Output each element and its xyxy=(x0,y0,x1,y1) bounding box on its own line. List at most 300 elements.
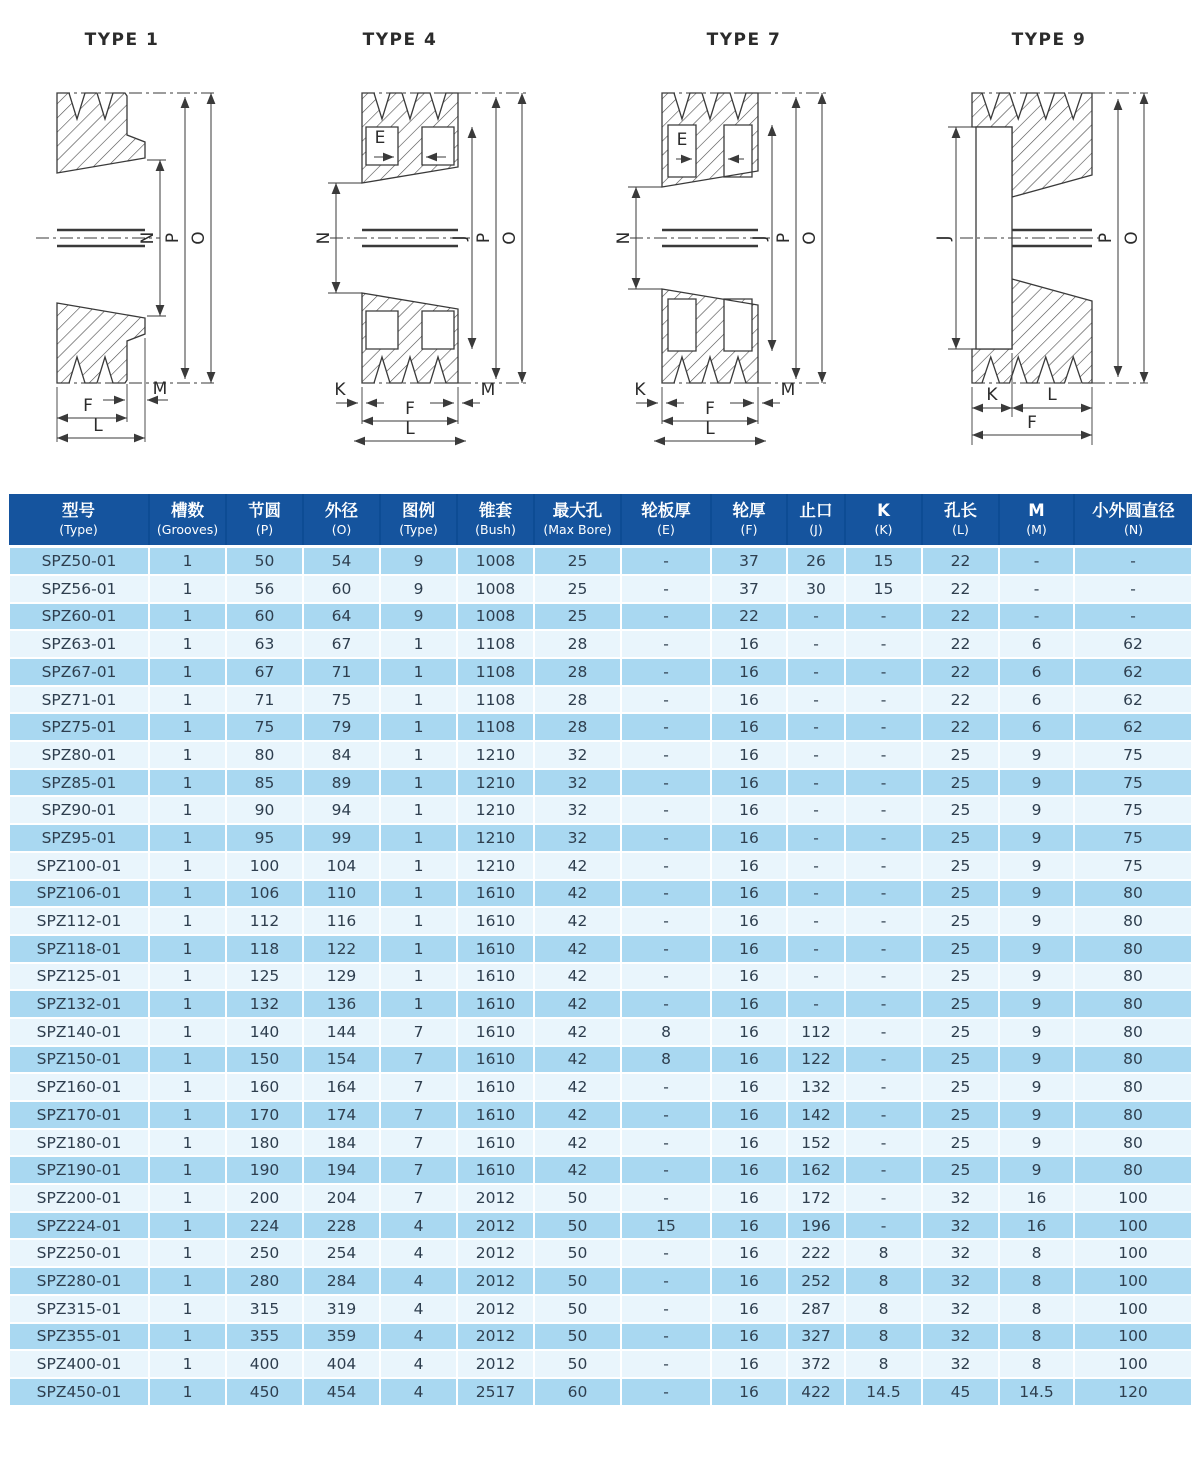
table-cell: 32 xyxy=(534,796,621,824)
table-cell: 1 xyxy=(149,1046,226,1074)
table-cell: - xyxy=(845,1046,922,1074)
table-cell: 50 xyxy=(534,1184,621,1212)
table-row xyxy=(9,1378,1192,1406)
table-cell: 150 xyxy=(226,1046,303,1074)
dim-label-m: M xyxy=(480,380,496,400)
table-cell: 2012 xyxy=(457,1239,534,1267)
table-cell: 80 xyxy=(1074,935,1192,963)
diagram-type-9-drawing xyxy=(900,0,1200,470)
dim-label-m: M xyxy=(152,379,168,399)
table-cell: 42 xyxy=(534,963,621,991)
table-cell: 170 xyxy=(226,1101,303,1129)
table-cell: 152 xyxy=(787,1129,845,1157)
table-cell: 50 xyxy=(534,1212,621,1240)
table-cell: 42 xyxy=(534,1018,621,1046)
table-cell: - xyxy=(621,935,711,963)
table-cell: 1610 xyxy=(457,1101,534,1129)
table-cell: 1 xyxy=(149,1295,226,1323)
table-cell: 95 xyxy=(226,824,303,852)
column-header: 图例 (Type) xyxy=(380,494,457,547)
table-cell: 100 xyxy=(1074,1184,1192,1212)
table-cell: - xyxy=(621,1350,711,1378)
table-cell: 22 xyxy=(922,713,999,741)
table-cell: SPZ50-01 xyxy=(9,547,149,575)
dim-label-k: K xyxy=(334,380,346,400)
table-cell: 90 xyxy=(226,796,303,824)
table-cell: - xyxy=(787,963,845,991)
column-header: 小外圆直径 (N) xyxy=(1074,494,1192,547)
table-cell: 1 xyxy=(149,630,226,658)
table-cell: 118 xyxy=(226,935,303,963)
table-cell: - xyxy=(787,713,845,741)
table-cell: 2012 xyxy=(457,1184,534,1212)
table-cell: 204 xyxy=(303,1184,380,1212)
table-cell: 1210 xyxy=(457,796,534,824)
dim-label-p: P xyxy=(474,232,494,244)
table-cell: SPZ140-01 xyxy=(9,1018,149,1046)
table-cell: 28 xyxy=(534,713,621,741)
table-cell: 32 xyxy=(922,1350,999,1378)
table-cell: 1 xyxy=(149,1184,226,1212)
table-cell: 129 xyxy=(303,963,380,991)
dim-label-l: L xyxy=(93,416,103,436)
table-cell: 32 xyxy=(534,824,621,852)
table-cell: 1210 xyxy=(457,741,534,769)
table-cell: 25 xyxy=(922,769,999,797)
table-cell: 6 xyxy=(999,658,1074,686)
dim-label-o: O xyxy=(800,231,820,245)
table-cell: 1 xyxy=(149,935,226,963)
table-cell: 1 xyxy=(380,658,457,686)
column-header: 节圆 (P) xyxy=(226,494,303,547)
table-cell: 26 xyxy=(787,547,845,575)
table-cell: 1108 xyxy=(457,630,534,658)
table-cell: - xyxy=(845,1018,922,1046)
table-cell: - xyxy=(845,1212,922,1240)
table-cell: - xyxy=(621,1184,711,1212)
table-cell: 1 xyxy=(380,796,457,824)
table-cell: 200 xyxy=(226,1184,303,1212)
table-cell: 1 xyxy=(149,990,226,1018)
table-cell: 1 xyxy=(149,1129,226,1157)
table-cell: 327 xyxy=(787,1323,845,1351)
table-row xyxy=(9,741,1192,769)
column-header: 轮板厚 (E) xyxy=(621,494,711,547)
table-cell: - xyxy=(787,630,845,658)
table-cell: 25 xyxy=(922,852,999,880)
table-cell: - xyxy=(845,796,922,824)
table-cell: - xyxy=(845,963,922,991)
table-cell: 1 xyxy=(149,1018,226,1046)
table-cell: 1 xyxy=(380,852,457,880)
table-row xyxy=(9,713,1192,741)
table-cell: 1 xyxy=(380,935,457,963)
table-cell: 4 xyxy=(380,1267,457,1295)
table-cell: SPZ132-01 xyxy=(9,990,149,1018)
table-cell: - xyxy=(621,575,711,603)
dim-label-l: L xyxy=(705,419,715,439)
table-cell: 67 xyxy=(226,658,303,686)
table-cell: 9 xyxy=(380,603,457,631)
table-cell: 1610 xyxy=(457,1073,534,1101)
table-cell: 190 xyxy=(226,1156,303,1184)
table-cell: 120 xyxy=(1074,1378,1192,1406)
table-cell: 16 xyxy=(711,1323,787,1351)
table-cell: 1 xyxy=(380,880,457,908)
table-cell: 400 xyxy=(226,1350,303,1378)
table-cell: 144 xyxy=(303,1018,380,1046)
table-cell: 1610 xyxy=(457,1156,534,1184)
table-row xyxy=(9,1156,1192,1184)
table-cell: 25 xyxy=(922,990,999,1018)
table-cell: 450 xyxy=(226,1378,303,1406)
table-cell: 100 xyxy=(226,852,303,880)
dim-label-j: J xyxy=(450,235,470,241)
table-cell: - xyxy=(845,1101,922,1129)
table-cell: 32 xyxy=(922,1212,999,1240)
table-cell: - xyxy=(621,1267,711,1295)
table-cell: 80 xyxy=(1074,1156,1192,1184)
table-cell: 16 xyxy=(711,1073,787,1101)
table-cell: - xyxy=(621,1101,711,1129)
table-cell: 104 xyxy=(303,852,380,880)
table-row xyxy=(9,603,1192,631)
table-cell: 32 xyxy=(922,1267,999,1295)
table-cell: 16 xyxy=(711,1046,787,1074)
table-cell: 16 xyxy=(711,630,787,658)
dim-label-n: N xyxy=(614,231,634,245)
table-cell: 1 xyxy=(149,796,226,824)
table-cell: 2012 xyxy=(457,1295,534,1323)
table-cell: - xyxy=(845,658,922,686)
table-cell: 22 xyxy=(922,603,999,631)
dim-label-f: F xyxy=(83,396,93,416)
table-cell: 7 xyxy=(380,1101,457,1129)
table-cell: 7 xyxy=(380,1156,457,1184)
dim-label-n: N xyxy=(138,231,158,245)
table-row xyxy=(9,1239,1192,1267)
table-cell: 110 xyxy=(303,880,380,908)
column-header: 孔长 (L) xyxy=(922,494,999,547)
diagram-strip xyxy=(0,0,1200,482)
table-cell: 136 xyxy=(303,990,380,1018)
table-cell: 8 xyxy=(621,1018,711,1046)
table-cell: 25 xyxy=(922,1129,999,1157)
table-cell: 9 xyxy=(999,769,1074,797)
table-cell: 1610 xyxy=(457,880,534,908)
table-cell: 28 xyxy=(534,658,621,686)
table-cell: 172 xyxy=(787,1184,845,1212)
table-cell: - xyxy=(787,907,845,935)
table-cell: SPZ106-01 xyxy=(9,880,149,908)
table-cell: 32 xyxy=(534,769,621,797)
table-cell: 16 xyxy=(711,990,787,1018)
table-row xyxy=(9,824,1192,852)
table-cell: - xyxy=(621,1073,711,1101)
table-cell: 25 xyxy=(922,741,999,769)
table-cell: 2012 xyxy=(457,1212,534,1240)
table-cell: 94 xyxy=(303,796,380,824)
column-header: 轮厚 (F) xyxy=(711,494,787,547)
table-cell: 112 xyxy=(787,1018,845,1046)
table-cell: 80 xyxy=(1074,1101,1192,1129)
table-cell: 22 xyxy=(922,630,999,658)
table-cell: 25 xyxy=(922,1073,999,1101)
table-row xyxy=(9,1018,1192,1046)
dim-label-p: P xyxy=(774,232,794,244)
diagram-title: TYPE 9 xyxy=(1011,30,1087,50)
table-cell: 15 xyxy=(845,575,922,603)
table-cell: 9 xyxy=(999,1073,1074,1101)
table-cell: 164 xyxy=(303,1073,380,1101)
table-cell: 100 xyxy=(1074,1212,1192,1240)
column-header: 槽数 (Grooves) xyxy=(149,494,226,547)
table-cell: 2517 xyxy=(457,1378,534,1406)
table-cell: 25 xyxy=(922,1156,999,1184)
column-header: K (K) xyxy=(845,494,922,547)
table-cell: 1 xyxy=(149,741,226,769)
table-cell: 22 xyxy=(922,686,999,714)
table-cell: 16 xyxy=(711,1212,787,1240)
table-cell: 284 xyxy=(303,1267,380,1295)
table-cell: 64 xyxy=(303,603,380,631)
table-cell: SPZ224-01 xyxy=(9,1212,149,1240)
column-header: 型号 (Type) xyxy=(9,494,149,547)
table-cell: 9 xyxy=(999,852,1074,880)
table-cell: SPZ56-01 xyxy=(9,575,149,603)
table-cell: - xyxy=(845,713,922,741)
table-cell: 42 xyxy=(534,1156,621,1184)
table-cell: 1 xyxy=(149,824,226,852)
table-cell: 80 xyxy=(1074,907,1192,935)
table-cell: 50 xyxy=(226,547,303,575)
table-cell: 228 xyxy=(303,1212,380,1240)
table-cell: - xyxy=(845,824,922,852)
table-cell: 1108 xyxy=(457,658,534,686)
table-cell: 1 xyxy=(149,880,226,908)
table-cell: SPZ200-01 xyxy=(9,1184,149,1212)
table-cell: - xyxy=(1074,603,1192,631)
table-cell: 75 xyxy=(1074,769,1192,797)
table-cell: 132 xyxy=(226,990,303,1018)
table-cell: - xyxy=(621,713,711,741)
table-cell: 80 xyxy=(1074,1129,1192,1157)
table-cell: 355 xyxy=(226,1323,303,1351)
table-row xyxy=(9,1323,1192,1351)
table-cell: 1610 xyxy=(457,990,534,1018)
table-row xyxy=(9,1046,1192,1074)
table-cell: 63 xyxy=(226,630,303,658)
spec-table xyxy=(8,494,1193,1407)
table-cell: 50 xyxy=(534,1267,621,1295)
table-cell: - xyxy=(845,990,922,1018)
table-cell: 9 xyxy=(999,1046,1074,1074)
table-cell: 25 xyxy=(534,547,621,575)
table-cell: 16 xyxy=(711,1101,787,1129)
table-cell: 100 xyxy=(1074,1267,1192,1295)
table-cell: 1 xyxy=(380,713,457,741)
table-cell: 16 xyxy=(711,907,787,935)
table-cell: SPZ125-01 xyxy=(9,963,149,991)
table-row xyxy=(9,880,1192,908)
table-cell: 16 xyxy=(711,1350,787,1378)
table-cell: 84 xyxy=(303,741,380,769)
table-row xyxy=(9,1101,1192,1129)
table-cell: SPZ118-01 xyxy=(9,935,149,963)
table-cell: 80 xyxy=(226,741,303,769)
table-row xyxy=(9,990,1192,1018)
table-row xyxy=(9,686,1192,714)
pulley-section-bottom xyxy=(662,289,758,383)
diagram-title: TYPE 7 xyxy=(706,30,782,50)
table-cell: 1 xyxy=(149,547,226,575)
table-cell: 8 xyxy=(845,1350,922,1378)
table-cell: 28 xyxy=(534,686,621,714)
table-cell: 16 xyxy=(711,1378,787,1406)
pulley-section-top xyxy=(57,93,145,173)
table-cell: 4 xyxy=(380,1295,457,1323)
diagram-type-7-drawing xyxy=(600,0,900,470)
table-cell: 1 xyxy=(380,963,457,991)
table-cell: 99 xyxy=(303,824,380,852)
table-cell: 9 xyxy=(999,990,1074,1018)
table-cell: 75 xyxy=(1074,824,1192,852)
table-cell: 16 xyxy=(711,852,787,880)
table-cell: 1 xyxy=(149,603,226,631)
table-cell: 16 xyxy=(711,963,787,991)
table-cell: 184 xyxy=(303,1129,380,1157)
table-cell: 7 xyxy=(380,1018,457,1046)
table-cell: 32 xyxy=(922,1239,999,1267)
column-header: M (M) xyxy=(999,494,1074,547)
table-row xyxy=(9,547,1192,575)
dim-label-j: J xyxy=(934,235,954,241)
column-header: 锥套 (Bush) xyxy=(457,494,534,547)
table-cell: SPZ85-01 xyxy=(9,769,149,797)
table-cell: 62 xyxy=(1074,713,1192,741)
table-row xyxy=(9,1267,1192,1295)
table-cell: 42 xyxy=(534,1073,621,1101)
diagram-type-4-drawing xyxy=(300,0,600,470)
dim-label-e: E xyxy=(374,128,386,148)
table-cell: 75 xyxy=(1074,741,1192,769)
table-row xyxy=(9,963,1192,991)
table-cell: 62 xyxy=(1074,658,1192,686)
table-cell: 67 xyxy=(303,630,380,658)
table-cell: - xyxy=(621,1323,711,1351)
table-cell: - xyxy=(621,630,711,658)
table-cell: 9 xyxy=(999,880,1074,908)
table-cell: 28 xyxy=(534,630,621,658)
table-cell: - xyxy=(845,603,922,631)
table-cell: - xyxy=(621,1156,711,1184)
table-cell: 71 xyxy=(303,658,380,686)
table-cell: 1108 xyxy=(457,686,534,714)
table-cell: 16 xyxy=(711,1129,787,1157)
table-cell: 9 xyxy=(999,963,1074,991)
table-cell: 37 xyxy=(711,547,787,575)
table-cell: 122 xyxy=(303,935,380,963)
table-cell: 9 xyxy=(999,907,1074,935)
table-cell: 1 xyxy=(380,630,457,658)
table-cell: - xyxy=(787,686,845,714)
table-cell: 9 xyxy=(380,575,457,603)
dim-label-l: L xyxy=(1047,385,1057,405)
table-cell: SPZ63-01 xyxy=(9,630,149,658)
table-cell: 25 xyxy=(922,935,999,963)
table-cell: - xyxy=(621,1129,711,1157)
table-cell: 319 xyxy=(303,1295,380,1323)
table-cell: - xyxy=(787,603,845,631)
table-cell: SPZ400-01 xyxy=(9,1350,149,1378)
table-cell: - xyxy=(787,824,845,852)
table-cell: 7 xyxy=(380,1184,457,1212)
table-cell: 60 xyxy=(226,603,303,631)
table-cell: 50 xyxy=(534,1295,621,1323)
table-cell: 16 xyxy=(711,824,787,852)
table-cell: - xyxy=(999,547,1074,575)
table-row xyxy=(9,935,1192,963)
table-cell: 16 xyxy=(711,713,787,741)
table-cell: 22 xyxy=(922,547,999,575)
table-cell: 9 xyxy=(999,1156,1074,1184)
table-cell: 8 xyxy=(845,1323,922,1351)
table-cell: 4 xyxy=(380,1350,457,1378)
table-cell: 16 xyxy=(711,1184,787,1212)
table-cell: 9 xyxy=(380,547,457,575)
table-row xyxy=(9,1073,1192,1101)
table-cell: 454 xyxy=(303,1378,380,1406)
table-cell: 25 xyxy=(922,824,999,852)
table-cell: 32 xyxy=(534,741,621,769)
table-cell: - xyxy=(621,547,711,575)
table-cell: - xyxy=(999,603,1074,631)
table-cell: 1 xyxy=(149,575,226,603)
table-cell: 372 xyxy=(787,1350,845,1378)
table-cell: - xyxy=(787,935,845,963)
table-cell: 42 xyxy=(534,990,621,1018)
table-cell: 25 xyxy=(922,1101,999,1129)
table-cell: 1610 xyxy=(457,935,534,963)
table-cell: - xyxy=(845,1129,922,1157)
table-cell: 1008 xyxy=(457,575,534,603)
table-cell: 80 xyxy=(1074,1046,1192,1074)
table-cell: 4 xyxy=(380,1378,457,1406)
table-cell: - xyxy=(621,1378,711,1406)
table-cell: SPZ60-01 xyxy=(9,603,149,631)
table-cell: 8 xyxy=(845,1239,922,1267)
table-cell: 404 xyxy=(303,1350,380,1378)
table-cell: 9 xyxy=(999,1101,1074,1129)
table-cell: 1 xyxy=(380,990,457,1018)
table-cell: SPZ100-01 xyxy=(9,852,149,880)
table-cell: 25 xyxy=(922,907,999,935)
table-cell: 22 xyxy=(922,658,999,686)
table-cell: 116 xyxy=(303,907,380,935)
table-cell: 4 xyxy=(380,1212,457,1240)
table-cell: 1 xyxy=(149,686,226,714)
table-cell: 287 xyxy=(787,1295,845,1323)
table-cell: - xyxy=(787,880,845,908)
table-cell: 125 xyxy=(226,963,303,991)
table-cell: 154 xyxy=(303,1046,380,1074)
table-cell: 1 xyxy=(149,1073,226,1101)
table-cell: - xyxy=(621,880,711,908)
table-cell: 8 xyxy=(999,1267,1074,1295)
table-cell: - xyxy=(787,852,845,880)
column-header: 外径 (O) xyxy=(303,494,380,547)
table-cell: 1 xyxy=(149,852,226,880)
